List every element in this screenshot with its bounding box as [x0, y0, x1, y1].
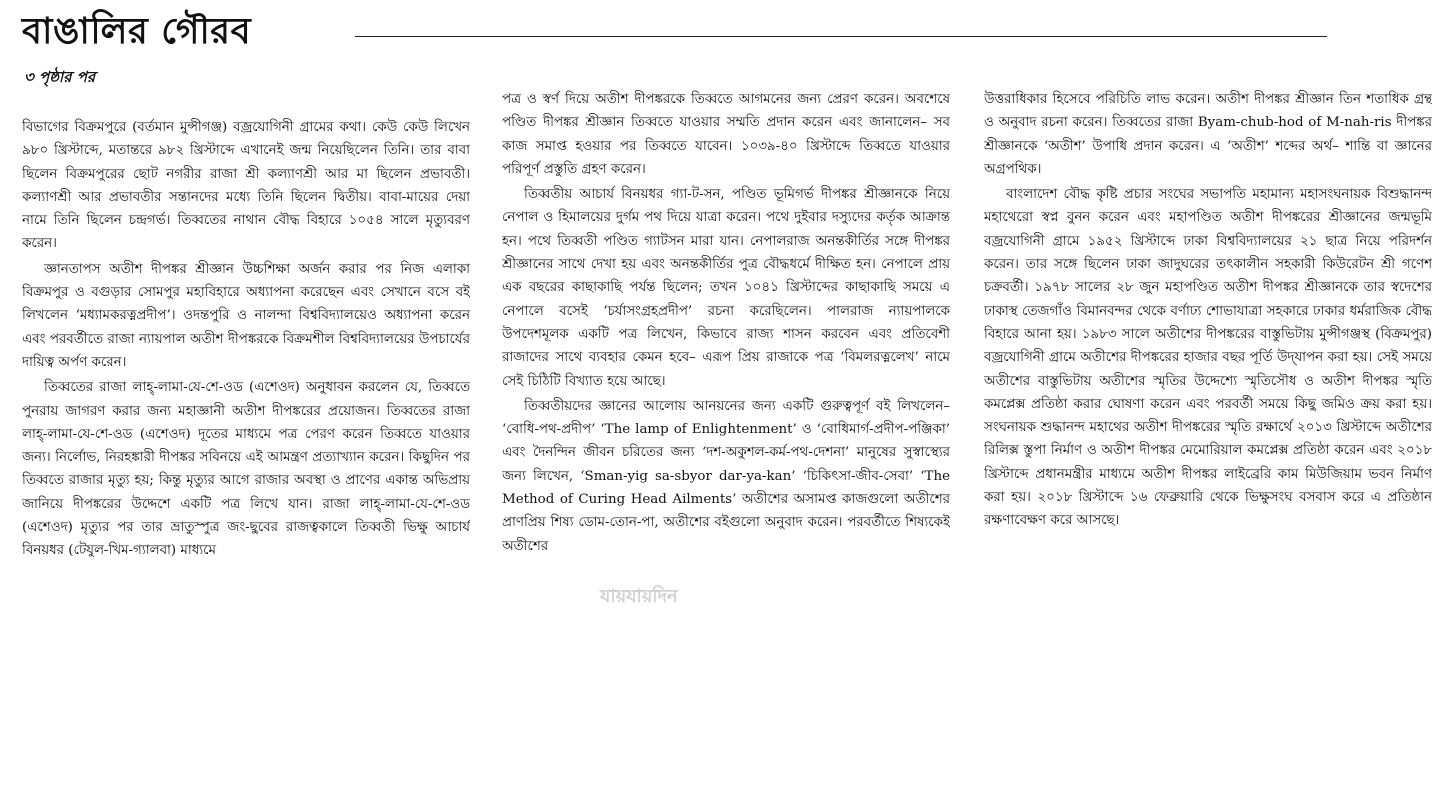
paragraph: পত্র ও স্বর্ণ দিয়ে অতীশ দীপঙ্করকে তিব্বতে আগমনের জন্য প্রেরণ করেন। অবশেষে পণ্ডিত দীপঙ্কর শ্রীজ্ঞান তিব্বতে যাওয়ার সম্মতি প্রদান করেন এবং জানালেন– সব কাজ সমাপ্ত হওয়ার পর তিব্বতে যাবেন। ১০৩৯-৪০ খ্রিস্টাব্দে তিব্বতে যাওয়ার পরিপূর্ণ প্রস্তুতি গ্রহণ করেন। — [502, 92, 950, 177]
article-headline: বাঙালির গৌরব — [22, 10, 252, 52]
paragraph: উত্তরাধিকার হিসেবে পরিচিতি লাভ করেন। অতীশ দীপঙ্কর শ্রীজ্ঞান তিন শতাধিক গ্রন্থ ও অনুবাদ রচনা করেন। তিব্বতের রাজা Byam-chub-hod of M-nah-ris দীপঙ্কর শ্রীজ্ঞানকে ‘অতীশ’ উপাধি প্রদান করেন। এ ‘অতীশ’ শব্দের অর্থ– শান্তি বা জ্ঞানের অগ্রপথিক। — [984, 92, 1432, 177]
paragraph: বিভাগের বিক্রমপুরে (বর্তমান মুন্সীগঞ্জ) বজ্রযোগিনী গ্রামের কথা। কেউ কেউ লিখেন ৯৮০ খ্রিস্টাব্দে, মতান্তরে ৯৮২ খ্রিস্টাব্দে এখানেই জন্ম নিয়েছিলেন তিনি। তার বাবা ছিলেন বিক্রমপুরের ছোট নগরীর রাজা শ্রী কল্যাণশ্রী আর মা ছিলেন প্রভাবতী। কল্যাণশ্রী আর প্রভাবতীর সন্তানদের মধ্যে তিনি ছিলেন দ্বিতীয়। বাবা-মায়ের দেয়া নামে তিনি ছিলেন চন্দ্রগর্ভ। তিব্বতের নাথান বৌদ্ধ বিহারে ১০৫৪ সালে মৃত্যুবরণ করেন। — [22, 120, 470, 252]
article-column-2 — [502, 88, 950, 786]
paragraph: তিব্বতীয় আচার্য বিনয়ধর গ্যা-ট-সন, পণ্ডিত ভূমিগর্ভ দীপঙ্কর শ্রীজ্ঞানকে নিয়ে নেপাল ও হিমালয়ের দুর্গম পথ দিয়ে যাত্রা করেন। পথে দুইবার দস্যুদের কর্তৃক আক্রান্ত হন। পথে তিব্বতী পণ্ডিত গ্যাটসন মারা যান। নেপালরাজ অনন্তকীর্তির সঙ্গে দীপঙ্কর শ্রীজ্ঞানের সাথে দেখা হয় এবং অনন্তকীর্তির পুত্র বৌদ্ধধর্মে দীক্ষিত হন। নেপালে প্রায় এক বছরের কাছাকাছি পর্যন্ত ছিলেন; তখন ১০৪১ খ্রিস্টাব্দের কাছাকাছি সময়ে এ নেপালে বসেই ‘চর্যাসংগ্রহপ্রদীপ’ রচনা করেছিলেন। পালরাজ ন্যায়পালকে উপদেশমূলক একটি পত্র লিখেন, কিভাবে রাজ্য শাসন করবেন এবং প্রতিবেশী রাজাদের সাথে ব্যবহার কেমন হবে– এরূপ প্রিয় রাজাকে পত্র ‘বিমলরত্নলেখ’ নামে সেই চিঠিটি বিখ্যাত হয়ে আছে। — [502, 187, 950, 389]
paragraph: বাংলাদেশ বৌদ্ধ কৃষ্টি প্রচার সংঘের সভাপতি মহামান্য মহাসংঘনায়ক বিশুদ্ধানন্দ মহাথেরো স্বপ্ন বুনন করেন এবং মহাপণ্ডিত অতীশ দীপঙ্করের শ্রীজ্ঞানের জন্মভূমি বজ্রযোগিনী গ্রামে ১৯৫২ খ্রিস্টাব্দে ঢাকা বিশ্ববিদ্যালয়ের ২১ ছাত্র নিয়ে পরিদর্শন করেন। তার সঙ্গে ছিলেন ঢাকা জাদুঘরের তৎকালীন সহকারী কিউরেটন শ্রী গণেশ চক্রবর্তী। ১৯৭৮ সালের ২৮ জুন মহাপণ্ডিত অতীশ দীপঙ্কর শ্রীজ্ঞানকে তার স্বদেশের ঢাকাস্থ তেজগাঁও বিমানবন্দর থেকে বর্ণাঢ্য শোভাযাত্রা সহকারে ঢাকার ধর্মরাজিক বৌদ্ধ বিহারে আনা হয়। ১৯৮৩ সালে অতীশের দীপঙ্করের বাস্তুভিটায় মুন্সীগঞ্জস্থ (বিক্রমপুর) বজ্রযোগিনী গ্রামে অতীশের দীপঙ্করের হাজার বছর পূর্তি উদ্‌যাপন করা হয়। সেই সময়ে অতীশের বাস্তুভিটায় অতীশের স্মৃতির উদ্দেশ্যে স্মৃতিসৌধ ও অতীশ দীপঙ্কর স্মৃতি কমপ্লেক্স প্রতিষ্ঠা করার ঘোষণা করেন এবং পরবর্তী সময়ে কিছু জমিও ক্রয় করা হয়। সংঘনায়ক শুদ্ধানন্দ মহাথের অতীশ দীপঙ্করের স্মৃতি রক্ষার্থে ২০১৩ খ্রিস্টাব্দে অতীশের রিলিক্স স্তুপা নির্মাণ ও অতীশ দীপঙ্কর মেমোরিয়াল কমপ্লেক্স প্রতিষ্ঠা করেন এবং ২০১৮ খ্রিস্টাব্দে প্রধানমন্ত্রীর মাধ্যমে অতীশ দীপঙ্কর লাইব্রেরি কাম মিউজিয়াম ভবন নির্মাণ করা হয়। ২০১৮ খ্রিস্টাব্দে ১৬ ফেব্রুয়ারি থেকে ভিক্ষুসংঘ বসবাস করে এ প্রতিষ্ঠান রক্ষণাবেক্ষণ করে আসছে। — [984, 187, 1432, 529]
article-column-1 — [22, 116, 470, 786]
paragraph: তিব্বতীয়দের জ্ঞানের আলোয় আনয়নের জন্য একটি গুরুত্বপূর্ণ বই লিখলেন– ‘বোধি-পথ-প্রদীপ’ ‘The lamp of Enlightenment’ ও ‘বোধিমার্গ-প্রদীপ-পঞ্জিকা’ এবং দৈনন্দিন জীবন চরিতের জন্য ‘দশ-অকুশল-কর্ম-পথ-দেশনা’ মানুষের সুস্বাস্থ্যের জন্য লিখেন, ‘Sman-yig sa-sbyor dar-ya-kan’ ‘চিকিৎসা-জীব-সেবা’ ‘The Method of Curing Head Ailments’ অতীশের অসামপ্ত কাজগুলো অতীশের প্রাণপ্রিয় শিষ্য ডোম-তোন-পা, অতীশের বইগুলো অনুবাদ করেন। পরবর্তীতে শিষ্যকেই অতীশের — [502, 398, 950, 554]
headline-rule — [355, 36, 1327, 37]
continued-from-label: ৩ পৃষ্ঠার পর — [24, 68, 96, 86]
paragraph: তিব্বতের রাজা লাহ্-লামা-যে-শে-ওড (এশেওদ) অনুধাবন করলেন যে, তিব্বতে পুনরায় জাগরণ করার জন্য মহাজ্ঞানী অতীশ দীপঙ্করের প্রয়োজন। তিব্বতের রাজা লাহ্-লামা-যে-শে-ওড (এশেওদ) দূতের মাধ্যমে পত্র পেরণ করেন তিব্বতে যাওয়ার জন্য। নির্লোভ, নিরহঙ্কারী দীপঙ্কর সবিনয়ে এই আমন্ত্রণ প্রত্যাখ্যান করেন। কিছুদিন পর তিব্বতে রাজার মৃত্যু হয়; কিন্তু মৃত্যুর আগে রাজার অবস্থা ও প্রাণের একান্ত অভিপ্রায় জানিয়ে দীপঙ্করের উদ্দেশে একটি পত্র লিখে যান। রাজা লাহ্-লামা-যে-শে-ওড (এশেওদ) মৃত্যুর পর তার ভ্রাতুস্পুত্র জং-ছুবের রাজত্বকালে তিব্বতী ভিক্ষু আচার্য বিনয়ধর (টেযুল-খিম-গ্যালবা) মাধ্যমে — [22, 380, 470, 559]
publisher-watermark: যায়যায়দিন — [600, 586, 678, 607]
paragraph: জ্ঞানতাপস অতীশ দীপঙ্কর শ্রীজ্ঞান উচ্চশিক্ষা অর্জন করার পর নিজ এলাকা বিক্রমপুর ও বগুড়ার সোমপুর মহাবিহারে অধ্যাপনা করেছেন এবং সেখানে বসে বই লিখলেন ‘মধ্যামকরত্নপ্রদীপ’। ওদন্তপুরি ও নালন্দা বিশ্ববিদ্যালয়েও অধ্যাপনা করেন এবং পরবর্তীতে রাজা ন্যায়পাল অতীশ দীপঙ্করকে বিক্রমশীল বিশ্ববিদ্যালয়ের উপচার্যের দায়িত্ব অর্পণ করেন। — [22, 261, 470, 370]
article-column-3 — [984, 88, 1432, 786]
